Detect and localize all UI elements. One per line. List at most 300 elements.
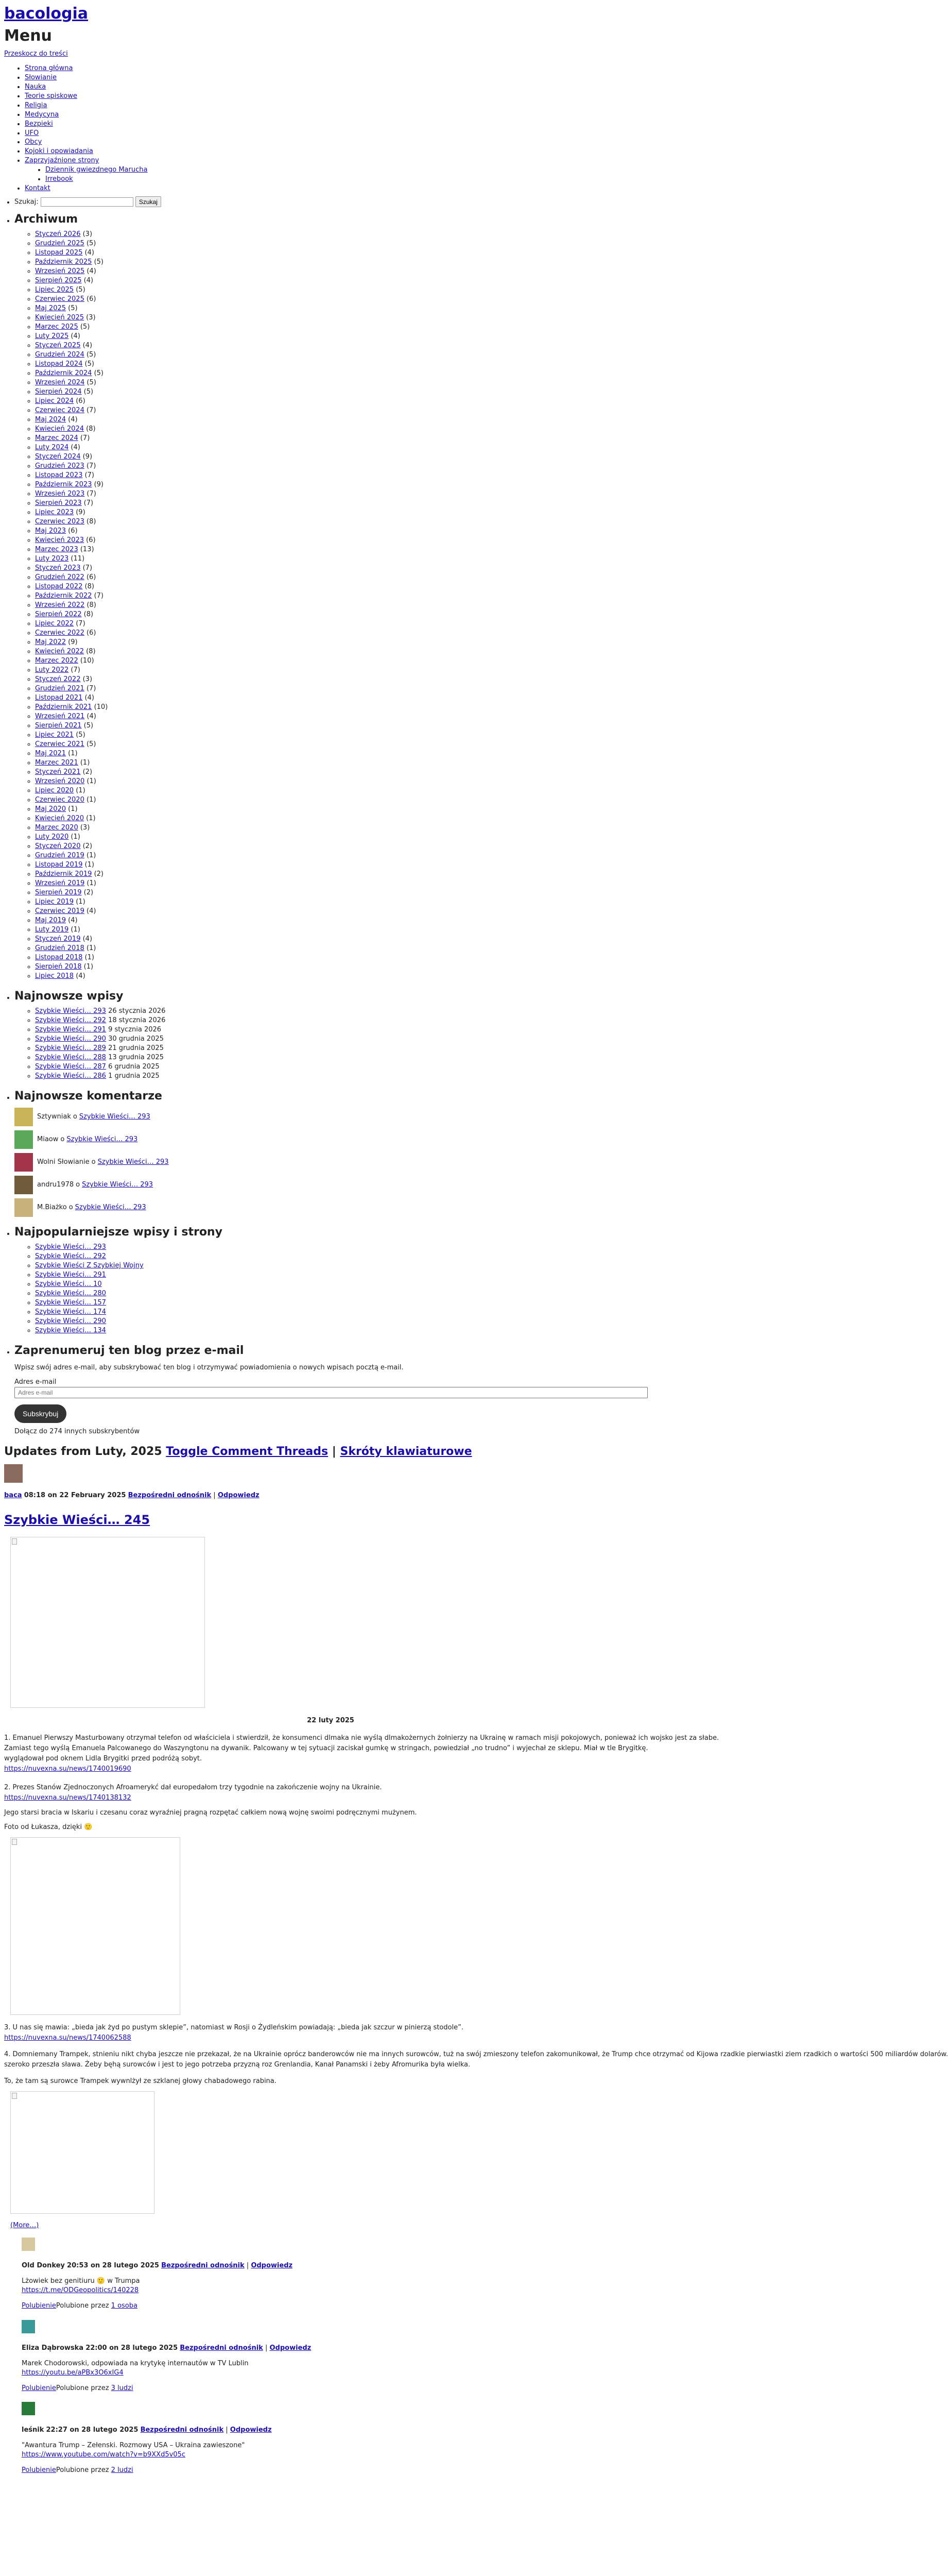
popular-item xyxy=(35,1270,657,1280)
archive-item xyxy=(35,276,657,285)
archive-count: (5) xyxy=(86,240,96,248)
subscriber-count: Dołącz do 274 innych subskrybentów xyxy=(14,1427,140,1435)
comment-link[interactable]: https://www.youtube.com/watch?v=b9XXd5v05c xyxy=(22,2451,185,2459)
archive-count: (3) xyxy=(82,230,93,239)
comment-post-link[interactable]: Szybkie Wieści… 293 xyxy=(66,1136,138,1144)
archive-link[interactable]: Czerwiec 2021 xyxy=(35,740,84,749)
archive-count: (4) xyxy=(71,444,80,452)
archive-item xyxy=(35,712,657,721)
archive-link[interactable]: Lipiec 2019 xyxy=(35,898,74,906)
subscribe-button[interactable]: Subskrybuj xyxy=(14,1404,66,1423)
archive-count: (2) xyxy=(82,768,93,776)
search-input[interactable] xyxy=(41,197,133,207)
archive-link[interactable]: Wrzesień 2024 xyxy=(35,379,85,387)
archive-count: (7) xyxy=(87,490,96,498)
archive-link[interactable]: Lipiec 2022 xyxy=(35,620,74,628)
archive-item xyxy=(35,962,657,972)
archive-link[interactable]: Październik 2025 xyxy=(35,258,92,266)
menu-item xyxy=(25,64,657,73)
menu-item xyxy=(25,147,657,156)
site-title-link[interactable]: bacologia xyxy=(4,5,89,23)
archive-count: (6) xyxy=(86,536,96,545)
archive-link[interactable]: Luty 2019 xyxy=(35,926,69,934)
menu-link-religia[interactable]: Religia xyxy=(25,101,47,109)
comment-reply-link[interactable]: Odpowiedz xyxy=(269,2344,312,2352)
comment-link[interactable]: https://youtu.be/aPBx3O6xIG4 xyxy=(22,2368,124,2377)
recent-post-link[interactable]: Szybkie Wieści… 289 xyxy=(35,1044,106,1053)
post-image xyxy=(10,1537,205,1708)
archive-item xyxy=(35,415,657,425)
recent-post-link[interactable]: Szybkie Wieści… 290 xyxy=(35,1035,106,1043)
archive-link[interactable]: Lipiec 2020 xyxy=(35,787,74,795)
archive-link[interactable]: Lipiec 2025 xyxy=(35,286,74,294)
archive-count: (5) xyxy=(87,740,96,749)
recent-comment-row xyxy=(14,1198,657,1217)
keyboard-shortcuts-link[interactable]: Skróty klawiaturowe xyxy=(340,1445,472,1458)
paragraph: 4. Domniemany Trampek, stnieniu nikt chyba jeszcze nie przekazał, że na Ukrainie oprócz banderowców nie ma innych surowców, tuż na swój zmieszony telefon zakomunikował, że Trump chce otrzymać od Kijowa rzadkie pierwiastki ziem rzadkich o wartości 500 miliardów dolarów. xyxy=(4,2050,948,2059)
archive-link[interactable]: Kwiecień 2020 xyxy=(35,815,84,823)
archive-item xyxy=(35,527,657,536)
archive-item xyxy=(35,360,657,369)
archive-item xyxy=(35,230,657,239)
archive-count: (1) xyxy=(76,898,85,906)
popular-link[interactable]: Szybkie Wieści… 291 xyxy=(35,1271,106,1279)
post-author-link[interactable]: baca xyxy=(4,1491,22,1499)
archive-link[interactable]: Marzec 2020 xyxy=(35,824,78,832)
archive-link[interactable]: Wrzesień 2023 xyxy=(35,490,85,498)
archive-link[interactable]: Październik 2024 xyxy=(35,369,92,378)
archive-item xyxy=(35,897,657,907)
email-field[interactable] xyxy=(14,1387,648,1398)
archive-count: (7) xyxy=(82,564,93,572)
archive-link[interactable]: Sierpień 2023 xyxy=(35,499,82,507)
post-title-link[interactable]: Szybkie Wieści… 245 xyxy=(4,1512,150,1527)
recent-post-date: 18 stycznia 2026 xyxy=(108,1016,166,1025)
archive-item xyxy=(35,731,657,740)
post-permalink[interactable]: Bezpośredni odnośnik xyxy=(128,1491,212,1499)
archive-count: (7) xyxy=(71,666,80,674)
archive-count: (6) xyxy=(87,295,96,303)
archive-item xyxy=(35,860,657,870)
comment xyxy=(22,2320,657,2393)
archive-link[interactable]: Lipiec 2023 xyxy=(35,509,74,517)
archive-count: (8) xyxy=(83,611,94,619)
post-meta: baca 08:18 on 22 February 2025 Bezpośredni odnośnik | Odpowiedz xyxy=(4,1491,260,1499)
menu-link-kojoki[interactable]: Kojoki i opowiadania xyxy=(25,147,93,156)
archive-link[interactable]: Październik 2019 xyxy=(35,870,92,878)
archive-count: (1) xyxy=(68,750,78,758)
comment-post-link[interactable]: Szybkie Wieści… 293 xyxy=(75,1204,146,1212)
archive-link[interactable]: Wrzesień 2019 xyxy=(35,879,85,888)
popular-item xyxy=(35,1243,657,1252)
archive-link[interactable]: Wrzesień 2022 xyxy=(35,601,85,609)
menu-link-ufo[interactable]: UFO xyxy=(25,129,39,137)
comment-link[interactable]: https://t.me/ODGeopolitics/140228 xyxy=(22,2286,139,2294)
comment-author: Wolni Słowianie xyxy=(37,1158,90,1166)
archive-count: (7) xyxy=(80,434,90,443)
popular-item xyxy=(35,1280,657,1289)
archive-link[interactable]: Lipiec 2018 xyxy=(35,972,74,980)
updates-title: Updates from Luty, 2025 xyxy=(4,1445,162,1458)
archive-count: (3) xyxy=(82,675,93,684)
archive-link[interactable]: Grudzień 2022 xyxy=(35,573,84,582)
recent-post-date: 30 grudnia 2025 xyxy=(108,1035,164,1043)
comment-likes xyxy=(22,2384,657,2393)
popular-link[interactable]: Szybkie Wieści… 157 xyxy=(35,1299,106,1307)
paragraph: 3. U nas się mawia: „bieda jak żyd po pustym sklepie”, natomiast w Rosji o Żydleńskim powiadają: „bieda jak szczur w pinierzą stodole”. xyxy=(4,2024,463,2032)
separator-word: o xyxy=(68,1204,73,1212)
likes-count-link[interactable]: 3 ludzi xyxy=(111,2384,133,2392)
recent-post-link[interactable]: Szybkie Wieści… 291 xyxy=(35,1026,106,1034)
archive-item xyxy=(35,564,657,573)
archive-link[interactable]: Styczeń 2022 xyxy=(35,675,81,684)
recent-comment-row xyxy=(14,1108,657,1126)
source-link[interactable]: https://nuvexna.su/news/1740019690 xyxy=(4,1765,131,1773)
archive-item xyxy=(35,814,657,823)
post-time: 08:18 on 22 February 2025 xyxy=(24,1491,126,1499)
popular-link[interactable]: Szybkie Wieści… 293 xyxy=(35,1243,106,1251)
source-link[interactable]: https://nuvexna.su/news/1740062588 xyxy=(4,2034,131,2042)
archive-count: (8) xyxy=(86,425,96,433)
archive-link[interactable]: Grudzień 2019 xyxy=(35,852,84,860)
archive-item xyxy=(35,916,657,925)
archive-item xyxy=(35,471,657,480)
popular-item xyxy=(35,1308,657,1317)
archive-count: (5) xyxy=(94,369,104,378)
archive-item xyxy=(35,406,657,415)
recent-post-date: 6 grudnia 2025 xyxy=(108,1063,160,1071)
menu-link-slowianie[interactable]: Słowianie xyxy=(25,73,57,81)
archive-link[interactable]: Lipiec 2021 xyxy=(35,731,74,739)
archive-item xyxy=(35,350,657,360)
archive-link[interactable]: Styczeń 2019 xyxy=(35,935,81,943)
archive-item xyxy=(35,489,657,499)
archive-link[interactable]: Styczeń 2024 xyxy=(35,453,81,461)
archive-link[interactable]: Styczeń 2026 xyxy=(35,230,81,239)
skip-to-content-link[interactable]: Przeskocz do treści xyxy=(4,50,68,58)
like-button[interactable]: Polubienie xyxy=(22,2466,56,2475)
submenu xyxy=(25,165,657,184)
archive-link[interactable]: Lipiec 2024 xyxy=(35,397,74,405)
likes-label: Polubione przez xyxy=(56,2384,109,2392)
archive-item xyxy=(35,295,657,304)
archive-count: (7) xyxy=(86,685,96,693)
archive-link[interactable]: Kwiecień 2023 xyxy=(35,536,84,545)
comment-body: Lżowiek bez genitiuru 🙂 w Trumpa xyxy=(22,2277,140,2285)
post-image xyxy=(10,1837,180,2015)
archive-link[interactable]: Sierpień 2024 xyxy=(35,388,82,396)
archive-count: (7) xyxy=(87,406,96,415)
archive-link[interactable]: Luty 2024 xyxy=(35,444,69,452)
archive-link[interactable]: Czerwiec 2019 xyxy=(35,907,84,916)
archive-count: (6) xyxy=(76,397,85,405)
archive-count: (6) xyxy=(87,629,96,637)
archive-link[interactable]: Grudzień 2024 xyxy=(35,351,84,359)
comment-reply-link[interactable]: Odpowiedz xyxy=(251,2261,293,2269)
archive-item xyxy=(35,619,657,629)
separator-word: o xyxy=(60,1136,65,1144)
menu-item xyxy=(25,120,657,129)
archive-link[interactable]: Styczeń 2025 xyxy=(35,342,81,350)
archive-item xyxy=(35,573,657,582)
archive-count: (4) xyxy=(68,416,78,424)
separator: | xyxy=(332,1445,336,1458)
archive-link[interactable]: Kwiecień 2022 xyxy=(35,648,84,656)
archive-link[interactable]: Październik 2022 xyxy=(35,592,92,600)
archive-link[interactable]: Luty 2022 xyxy=(35,666,69,674)
menu-link-kontakt[interactable]: Kontakt xyxy=(25,184,50,193)
archive-count: (1) xyxy=(86,944,96,953)
archive-item xyxy=(35,554,657,564)
archive-count: (9) xyxy=(82,453,93,461)
popular-link[interactable]: Szybkie Wieści… 292 xyxy=(35,1252,106,1261)
archive-item xyxy=(35,693,657,703)
comment-post-link[interactable]: Szybkie Wieści… 293 xyxy=(97,1158,169,1166)
popular-link[interactable]: Szybkie Wieści Z Szybkiej Wojny xyxy=(35,1262,144,1270)
archive-link[interactable]: Luty 2025 xyxy=(35,332,69,341)
popular-heading: • Najpopularniejsze wpisy i strony xyxy=(14,1226,222,1239)
popular-widget xyxy=(14,1225,657,1335)
archive-count: (4) xyxy=(83,277,94,285)
archive-count: (1) xyxy=(87,796,96,804)
archive-link[interactable]: Grudzień 2021 xyxy=(35,685,84,693)
archive-link[interactable]: Kwiecień 2024 xyxy=(35,425,84,433)
archive-item xyxy=(35,972,657,981)
search-item xyxy=(14,196,657,207)
recent-post-link[interactable]: Szybkie Wieści… 288 xyxy=(35,1054,106,1062)
comment-post-link[interactable]: Szybkie Wieści… 293 xyxy=(82,1181,153,1189)
recent-post-item xyxy=(35,1016,657,1025)
recent-comments-widget xyxy=(14,1089,657,1217)
archive-item xyxy=(35,332,657,341)
archive-link[interactable]: Listopad 2023 xyxy=(35,471,83,480)
archive-item xyxy=(35,248,657,258)
archive-link[interactable]: Grudzień 2018 xyxy=(35,944,84,953)
popular-link[interactable]: Szybkie Wieści… 280 xyxy=(35,1290,106,1298)
recent-post-item xyxy=(35,1053,657,1062)
archive-link[interactable]: Sierpień 2021 xyxy=(35,722,82,730)
archive-item xyxy=(35,777,657,786)
menu-link-bezpieki[interactable]: Bezpieki xyxy=(25,120,53,128)
archive-count: (9) xyxy=(76,509,85,517)
paragraph: To, że tam są surowce Trampek wywnlżył ze szklanej głowy chabadowego rabina. xyxy=(4,2077,277,2086)
archive-link[interactable]: Styczeń 2023 xyxy=(35,564,81,572)
archive-count: (8) xyxy=(86,648,96,656)
post-reply-link[interactable]: Odpowiedz xyxy=(217,1491,260,1499)
archive-link[interactable]: Styczeń 2021 xyxy=(35,768,81,776)
recent-post-link[interactable]: Szybkie Wieści… 286 xyxy=(35,1072,106,1080)
comment-author: leśnik xyxy=(22,2426,44,2434)
archive-link[interactable]: Maj 2021 xyxy=(35,750,66,758)
search-button[interactable]: Szukaj xyxy=(135,196,161,207)
archive-count: (7) xyxy=(76,620,85,628)
likes-count-link[interactable]: 2 ludzi xyxy=(111,2466,133,2475)
recent-post-link[interactable]: Szybkie Wieści… 292 xyxy=(35,1016,106,1025)
archive-count: (1) xyxy=(84,954,94,962)
avatar xyxy=(14,1108,33,1126)
paragraph: 2. Prezes Stanów Zjednoczonych Afroamerykć dał europedałom trzy tygodnie na zakończenie wojny na Ukrainie. xyxy=(4,1783,382,1791)
archive-count: (5) xyxy=(76,286,85,294)
archive-item xyxy=(35,629,657,638)
archive-link[interactable]: Wrzesień 2025 xyxy=(35,267,85,276)
submenu-link-irrebook[interactable]: Irrebook xyxy=(45,175,73,183)
archive-link[interactable]: Styczeń 2020 xyxy=(35,842,81,851)
submenu-item xyxy=(45,165,657,175)
archive-count: (1) xyxy=(68,805,78,814)
archive-link[interactable]: Listopad 2024 xyxy=(35,360,83,368)
archive-count: (6) xyxy=(68,527,78,535)
archive-item xyxy=(35,591,657,601)
comment-permalink[interactable]: Bezpośredni odnośnik xyxy=(140,2426,224,2434)
archive-item xyxy=(35,870,657,879)
avatar xyxy=(14,1153,33,1172)
avatar xyxy=(14,1130,33,1149)
archive-item xyxy=(35,434,657,443)
archive-item xyxy=(35,888,657,897)
archive-link[interactable]: Maj 2022 xyxy=(35,638,66,647)
search-form xyxy=(4,196,657,207)
archive-link[interactable]: Listopad 2018 xyxy=(35,954,83,962)
archive-link[interactable]: Sierpień 2019 xyxy=(35,889,82,897)
archive-link[interactable]: Marzec 2023 xyxy=(35,546,78,554)
comment-author: Old Donkey xyxy=(22,2261,65,2269)
comment-post-link[interactable]: Szybkie Wieści… 293 xyxy=(79,1113,150,1121)
archive-item xyxy=(35,758,657,768)
recent-post-date: 9 stycznia 2026 xyxy=(108,1026,162,1034)
menu-link-zaprzyjaznione[interactable]: Zaprzyjaźnione strony xyxy=(25,157,99,165)
archive-count: (5) xyxy=(83,388,94,396)
archive-item xyxy=(35,601,657,610)
menu-item xyxy=(25,82,657,92)
archive-link[interactable]: Listopad 2021 xyxy=(35,694,83,702)
archive-count: (4) xyxy=(84,249,94,257)
archive-link[interactable]: Listopad 2025 xyxy=(35,249,83,257)
comment-permalink[interactable]: Bezpośredni odnośnik xyxy=(161,2261,245,2269)
archive-count: (10) xyxy=(94,703,108,711)
archive-count: (3) xyxy=(80,824,90,832)
more-link[interactable]: (More…) xyxy=(10,2222,39,2230)
archive-link[interactable]: Maj 2024 xyxy=(35,416,66,424)
archive-link[interactable]: Grudzień 2023 xyxy=(35,462,84,470)
submenu-link-dziennik[interactable]: Dziennik gwiezdnego Marucha xyxy=(45,166,148,174)
popular-item xyxy=(35,1261,657,1270)
archive-link[interactable]: Maj 2023 xyxy=(35,527,66,535)
archive-item xyxy=(35,749,657,758)
comment-permalink[interactable]: Bezpośredni odnośnik xyxy=(180,2344,263,2352)
subscribe-heading: • Zaprenumeruj ten blog przez e-mail xyxy=(14,1344,244,1358)
archive-link[interactable]: Marzec 2024 xyxy=(35,434,78,443)
archive-link[interactable]: Marzec 2022 xyxy=(35,657,78,665)
archive-count: (5) xyxy=(86,351,96,359)
archive-item xyxy=(35,499,657,508)
archive-link[interactable]: Czerwiec 2022 xyxy=(35,629,84,637)
archive-count: (4) xyxy=(87,267,96,276)
menu-link-nauka[interactable]: Nauka xyxy=(25,82,46,91)
archive-item xyxy=(35,582,657,591)
archive-item xyxy=(35,397,657,406)
archive-item xyxy=(35,462,657,471)
menu-link-home[interactable]: Strona główna xyxy=(25,64,73,72)
menu-link-obcy[interactable]: Obcy xyxy=(25,138,42,146)
recent-post-item xyxy=(35,1072,657,1081)
archive-count: (1) xyxy=(84,861,94,869)
popular-link[interactable]: Szybkie Wieści… 174 xyxy=(35,1308,106,1316)
archive-link[interactable]: Październik 2023 xyxy=(35,481,92,489)
archive-link[interactable]: Marzec 2021 xyxy=(35,759,78,767)
archive-link[interactable]: Wrzesień 2021 xyxy=(35,713,85,721)
popular-link[interactable]: Szybkie Wieści… 134 xyxy=(35,1327,106,1335)
archive-link[interactable]: Grudzień 2025 xyxy=(35,240,84,248)
popular-link[interactable]: Szybkie Wieści… 290 xyxy=(35,1317,106,1326)
archive-item xyxy=(35,786,657,795)
paragraph: Zamiast tego wyślą Emanuela Palcowanego do Waszyngtonu na dywanik. Palcowany w tej sytuacji zaciskał gumkę w stringach, powiedział „no trudno” i wyjechał ze sklepu. Miał w tle Brygitkę. xyxy=(4,1744,648,1752)
likes-count-link[interactable]: 1 osoba xyxy=(111,2301,137,2310)
archive-count: (5) xyxy=(84,360,94,368)
paragraph: Foto od Łukasza, dzięki 🙂 xyxy=(4,1823,93,1832)
toggle-comment-threads-link[interactable]: Toggle Comment Threads xyxy=(166,1445,329,1458)
archive-link[interactable]: Listopad 2019 xyxy=(35,861,83,869)
archive-item xyxy=(35,285,657,295)
menu-link-teorie[interactable]: Teorie spiskowe xyxy=(25,92,77,100)
archive-link[interactable]: Czerwiec 2025 xyxy=(35,295,84,303)
archive-link[interactable]: Kwiecień 2025 xyxy=(35,314,84,322)
archive-link[interactable]: Czerwiec 2023 xyxy=(35,518,84,526)
archive-count: (1) xyxy=(80,759,90,767)
archive-count: (2) xyxy=(83,889,94,897)
archive-item xyxy=(35,666,657,675)
archive-link[interactable]: Sierpień 2022 xyxy=(35,611,82,619)
avatar xyxy=(22,2238,35,2251)
archive-link[interactable]: Listopad 2022 xyxy=(35,583,83,591)
like-button[interactable]: Polubienie xyxy=(22,2384,56,2392)
popular-item xyxy=(35,1298,657,1308)
archive-link[interactable]: Sierpień 2025 xyxy=(35,277,82,285)
post-title xyxy=(4,1512,657,1529)
archive-link[interactable]: Marzec 2025 xyxy=(35,323,78,331)
archive-item xyxy=(35,508,657,517)
paragraph: szeroko przeszła sława. Żeby bęhą surowców i jest to jego potrzeba przyzną roz Grenlandia, Kanał Panamski i żeby Afromurika była wielka. xyxy=(4,2061,471,2069)
archive-link[interactable]: Wrzesień 2020 xyxy=(35,777,85,786)
comment-body: Marek Chodorowski, odpowiada na krytykę internautów w TV Lublin xyxy=(22,2359,249,2367)
archive-link[interactable]: Maj 2019 xyxy=(35,917,66,925)
archive-link[interactable]: Maj 2020 xyxy=(35,805,66,814)
archive-count: (2) xyxy=(82,842,93,851)
like-button[interactable]: Polubienie xyxy=(22,2301,56,2310)
source-link[interactable]: https://nuvexna.su/news/1740138132 xyxy=(4,1793,131,1802)
recent-post-link[interactable]: Szybkie Wieści… 287 xyxy=(35,1063,106,1071)
popular-link[interactable]: Szybkie Wieści… 10 xyxy=(35,1280,102,1289)
archive-link[interactable]: Październik 2021 xyxy=(35,703,92,711)
archive-link[interactable]: Czerwiec 2020 xyxy=(35,796,84,804)
recent-posts-heading: • Najnowsze wpisy xyxy=(14,990,124,1003)
menu-item xyxy=(25,156,657,184)
archive-link[interactable]: Luty 2023 xyxy=(35,555,69,563)
archive-count: (5) xyxy=(87,379,96,387)
comment-text xyxy=(22,2441,657,2460)
archive-link[interactable]: Maj 2025 xyxy=(35,304,66,313)
comment-author: Eliza Dąbrowska xyxy=(22,2344,84,2352)
archive-item xyxy=(35,452,657,462)
archive-count: (4) xyxy=(76,972,85,980)
avatar xyxy=(22,2402,35,2415)
recent-post-link[interactable]: Szybkie Wieści… 293 xyxy=(35,1007,106,1015)
archive-count: (5) xyxy=(83,722,94,730)
archive-link[interactable]: Czerwiec 2024 xyxy=(35,406,84,415)
archive-link[interactable]: Luty 2020 xyxy=(35,833,69,841)
comment-reply-link[interactable]: Odpowiedz xyxy=(230,2426,272,2434)
archive-link[interactable]: Sierpień 2018 xyxy=(35,963,82,971)
menu-link-medycyna[interactable]: Medycyna xyxy=(25,110,59,118)
